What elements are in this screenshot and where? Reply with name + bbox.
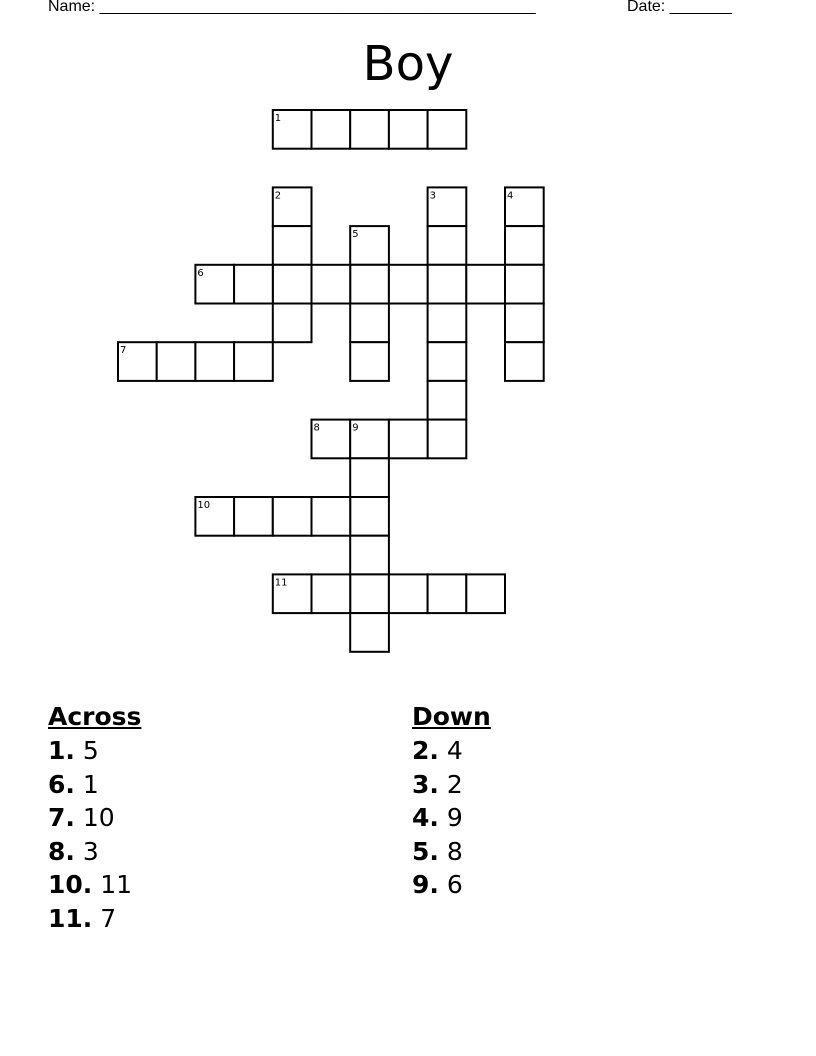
clue-across-7: 7. 10 — [48, 803, 115, 832]
grid-cell[interactable] — [428, 420, 467, 459]
grid-cell[interactable] — [428, 226, 467, 265]
clue-down-3: 3. 2 — [412, 769, 463, 799]
grid-cell[interactable] — [312, 497, 351, 536]
across-clue-list — [48, 734, 368, 935]
grid-cell[interactable] — [389, 574, 428, 613]
grid-cell[interactable] — [389, 420, 428, 459]
grid-cell[interactable] — [428, 574, 467, 613]
grid-cell[interactable] — [389, 110, 428, 149]
down-heading: Down — [412, 702, 491, 731]
cell-number: 2 — [274, 190, 282, 202]
cell-number: 6 — [197, 267, 204, 279]
cell-number: 9 — [352, 422, 359, 434]
grid-cell[interactable] — [466, 574, 505, 613]
grid-cell[interactable] — [273, 304, 312, 343]
name-field[interactable]: Name: _________________________________________________ — [48, 0, 536, 15]
clue-across-10: 10. 11 — [48, 870, 133, 899]
grid-cell[interactable] — [234, 497, 273, 536]
cell-number: 11 — [274, 577, 288, 589]
grid-cell[interactable] — [273, 497, 312, 536]
grid-cell[interactable] — [428, 304, 467, 343]
grid-cell[interactable] — [350, 458, 389, 497]
grid-cell[interactable] — [350, 304, 389, 343]
grid-cell[interactable] — [428, 381, 467, 420]
clue-down-5: 5. 8 — [412, 836, 463, 866]
clue-down-2: 2. 4 — [412, 736, 463, 765]
grid-cell[interactable] — [428, 342, 467, 381]
across-clues — [48, 700, 368, 935]
clue-across-11: 11. 7 — [48, 903, 117, 933]
grid-cell[interactable] — [312, 265, 351, 304]
clue-across-6: 6. 1 — [48, 769, 99, 799]
grid-cell[interactable] — [428, 110, 467, 149]
grid-cell[interactable] — [505, 342, 544, 381]
clue-down-9: 9. 6 — [412, 870, 463, 899]
cell-number: 4 — [507, 190, 514, 202]
clue-down-4: 4. 9 — [412, 803, 463, 832]
grid-cell[interactable] — [505, 304, 544, 343]
date-field[interactable]: Date: _______ — [627, 0, 732, 15]
grid-cell[interactable] — [312, 110, 351, 149]
down-clue-list — [412, 734, 732, 902]
grid-cell[interactable] — [273, 265, 312, 304]
cell-number: 3 — [429, 190, 436, 202]
grid-cell[interactable] — [350, 265, 389, 304]
grid-cell[interactable] — [157, 342, 196, 381]
clue-across-1: 1. 5 — [48, 736, 99, 765]
grid-cell[interactable] — [234, 342, 273, 381]
grid-cell[interactable] — [312, 574, 351, 613]
cell-number: 7 — [120, 345, 127, 357]
grid-cell[interactable] — [273, 226, 312, 265]
clue-across-8: 8. 3 — [48, 836, 99, 866]
grid-cell[interactable] — [428, 265, 467, 304]
cell-number: 5 — [352, 229, 359, 241]
down-clues — [412, 700, 732, 902]
cell-number: 10 — [197, 500, 211, 511]
grid-cell[interactable] — [195, 342, 234, 381]
grid-cell[interactable] — [350, 110, 389, 149]
grid-cell[interactable] — [350, 342, 389, 381]
puzzle-title: Boy — [362, 36, 454, 92]
grid-cell[interactable] — [350, 497, 389, 536]
grid-cell[interactable] — [505, 226, 544, 265]
grid-cell[interactable] — [350, 613, 389, 652]
grid-cell[interactable] — [234, 265, 273, 304]
grid-cell[interactable] — [505, 265, 544, 304]
cell-number: 1 — [274, 113, 282, 124]
grid-cell[interactable] — [350, 536, 389, 575]
cell-number: 8 — [313, 422, 320, 434]
grid-cell[interactable] — [466, 265, 505, 304]
grid-cell[interactable] — [350, 574, 389, 613]
grid-cell[interactable] — [389, 265, 428, 304]
across-heading: Across — [48, 702, 142, 731]
